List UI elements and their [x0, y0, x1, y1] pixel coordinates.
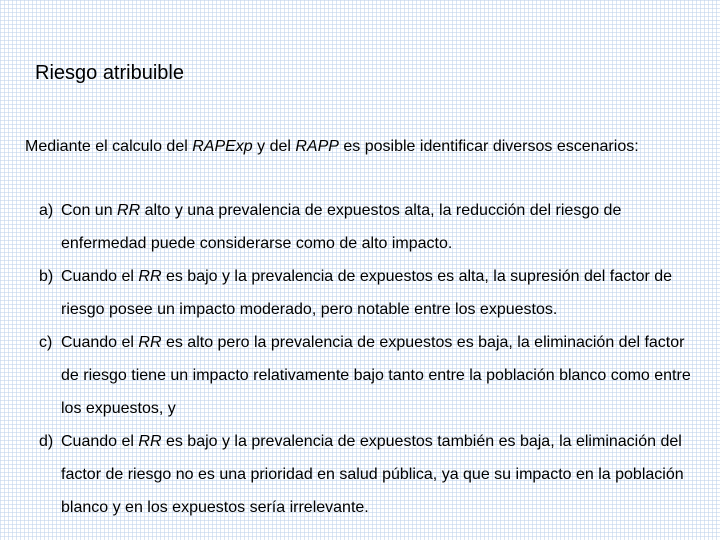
list-marker: d)	[39, 433, 54, 450]
scenario-item-b	[39, 260, 704, 326]
item-text: Cuando el	[61, 334, 139, 351]
item-text: es bajo y la prevalencia de expuestos es alta, la supresión del factor de riesgo posee un impacto moderado, pero notable entre los expuestos.	[61, 268, 673, 318]
intro-text: Mediante el calculo del	[25, 138, 193, 155]
item-text: es bajo y la prevalencia de expuestos también es baja, la eliminación del factor de riesgo no es una prioridad en salud pública, ya que su impacto en la población blanco y en los expuestos sería irrelevante.	[61, 433, 684, 516]
item-text: Cuando el	[61, 268, 139, 285]
item-term-rr: RR	[138, 334, 162, 351]
item-term-rr: RR	[138, 268, 162, 285]
intro-text: y del	[252, 138, 296, 155]
list-marker: a)	[39, 202, 54, 219]
list-marker: c)	[39, 334, 53, 351]
item-term-rr: RR	[117, 202, 141, 219]
scenario-item-a	[39, 194, 704, 260]
intro-paragraph	[25, 130, 685, 164]
scenario-item-d	[39, 425, 704, 524]
scenario-item-c	[39, 326, 704, 425]
item-text: Cuando el	[61, 433, 139, 450]
slide-title: Riesgo atribuible	[35, 62, 184, 84]
item-term-rr: RR	[138, 433, 162, 450]
item-text: Con un	[61, 202, 118, 219]
list-marker: b)	[39, 268, 54, 285]
item-text: alto y una prevalencia de expuestos alta, la reducción del riesgo de enfermedad puede considerarse como de alto impacto.	[61, 202, 622, 252]
intro-term-rapexp: RAPExp	[192, 138, 253, 155]
scenario-list	[39, 194, 704, 524]
intro-term-rapp: RAPP	[295, 138, 339, 155]
item-text: es alto pero la prevalencia de expuestos es baja, la eliminación del factor de riesgo tiene un impacto relativamente bajo tanto entre la población blanco como entre los expuestos, y	[61, 334, 691, 417]
intro-text: es posible identificar diversos escenarios:	[338, 138, 639, 155]
